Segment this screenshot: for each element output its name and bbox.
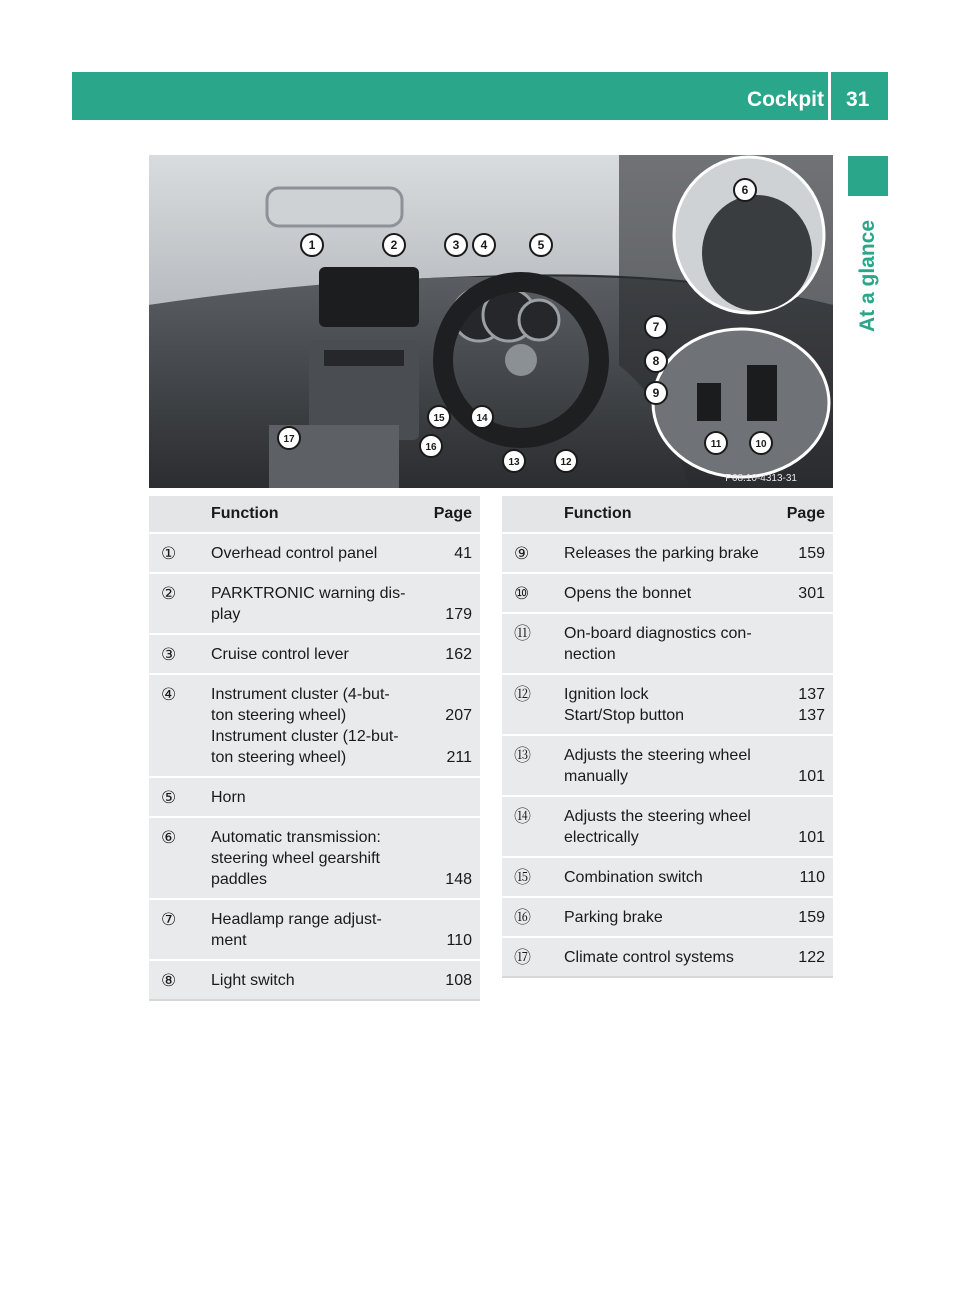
page-column-header: Page bbox=[773, 496, 833, 533]
callout-label: 8 bbox=[652, 354, 660, 368]
page-reference: 110 bbox=[799, 869, 825, 886]
function-cell bbox=[556, 937, 773, 977]
function-text: manually bbox=[564, 768, 629, 785]
table-row bbox=[149, 573, 480, 634]
cockpit-illustration bbox=[149, 155, 833, 488]
function-cell bbox=[203, 573, 420, 634]
callout-number: ⑩ bbox=[502, 573, 556, 613]
function-cell bbox=[203, 960, 420, 1000]
page-reference: 211 bbox=[446, 749, 472, 766]
callout-label: 16 bbox=[425, 442, 437, 453]
page-cell bbox=[420, 899, 480, 960]
callout-number: ④ bbox=[149, 674, 203, 777]
callout-number: ⑮ bbox=[502, 857, 556, 897]
page-cell bbox=[773, 937, 833, 977]
function-table-right bbox=[502, 496, 833, 978]
function-text: Overhead control panel bbox=[211, 545, 378, 562]
callout-label: 9 bbox=[652, 386, 660, 400]
table-row bbox=[149, 817, 480, 899]
table-row bbox=[149, 899, 480, 960]
function-text: Instrument cluster (12-but- bbox=[211, 728, 399, 745]
function-text: Ignition lock bbox=[564, 686, 649, 703]
page-cell bbox=[420, 777, 480, 817]
function-text: Automatic transmission: bbox=[211, 829, 381, 846]
function-text: play bbox=[211, 606, 241, 623]
table-row bbox=[502, 937, 833, 977]
callout-number: ⑰ bbox=[502, 937, 556, 977]
function-text: ment bbox=[211, 932, 247, 949]
callout-label: 1 bbox=[308, 238, 316, 252]
callout-number: ⑨ bbox=[502, 533, 556, 573]
table-row bbox=[149, 960, 480, 1000]
function-cell bbox=[556, 533, 773, 573]
callout-label: 3 bbox=[452, 238, 460, 252]
page-reference: 122 bbox=[798, 949, 825, 966]
page-reference: 207 bbox=[445, 707, 472, 724]
table-row bbox=[502, 897, 833, 937]
callout-label: 4 bbox=[480, 238, 488, 252]
page-cell bbox=[420, 960, 480, 1000]
callout-number: ⑬ bbox=[502, 735, 556, 796]
function-text: Horn bbox=[211, 789, 246, 806]
function-table-left bbox=[149, 496, 480, 1001]
table-row bbox=[502, 533, 833, 573]
function-text: nection bbox=[564, 646, 616, 663]
function-cell bbox=[556, 674, 773, 735]
table-row bbox=[502, 796, 833, 857]
function-cell bbox=[203, 777, 420, 817]
table-row bbox=[502, 613, 833, 674]
page-reference: 159 bbox=[798, 909, 825, 926]
function-text: electrically bbox=[564, 829, 639, 846]
callout-number: ③ bbox=[149, 634, 203, 674]
function-cell bbox=[556, 796, 773, 857]
page-reference: 101 bbox=[798, 829, 825, 846]
page-cell bbox=[773, 735, 833, 796]
page-cell bbox=[773, 533, 833, 573]
callout-number: ⑥ bbox=[149, 817, 203, 899]
function-cell bbox=[203, 674, 420, 777]
function-cell bbox=[203, 634, 420, 674]
function-text: Light switch bbox=[211, 972, 295, 989]
page-cell bbox=[773, 796, 833, 857]
function-text: ton steering wheel) bbox=[211, 749, 347, 766]
function-cell bbox=[203, 533, 420, 573]
function-text: Parking brake bbox=[564, 909, 663, 926]
callout-number: ① bbox=[149, 533, 203, 573]
page-cell bbox=[420, 674, 480, 777]
callout-label: 17 bbox=[283, 434, 295, 445]
page-cell bbox=[773, 857, 833, 897]
function-text: Cruise control lever bbox=[211, 646, 349, 663]
page-reference: 179 bbox=[445, 606, 472, 623]
side-tab-marker bbox=[848, 156, 888, 196]
callout-number: ⑪ bbox=[502, 613, 556, 674]
callout-number: ⑦ bbox=[149, 899, 203, 960]
table-row bbox=[149, 674, 480, 777]
page-reference: 162 bbox=[445, 646, 472, 663]
page-reference: 101 bbox=[798, 768, 825, 785]
table-header-row bbox=[502, 496, 833, 533]
function-cell bbox=[203, 899, 420, 960]
page-reference: 108 bbox=[445, 972, 472, 989]
page-reference: 137 bbox=[798, 707, 825, 724]
page-number: 31 bbox=[846, 88, 870, 111]
function-text: PARKTRONIC warning dis- bbox=[211, 585, 406, 602]
page-cell bbox=[773, 573, 833, 613]
page-cell bbox=[420, 634, 480, 674]
function-column-header: Function bbox=[203, 496, 420, 533]
function-text: Adjusts the steering wheel bbox=[564, 808, 751, 825]
callout-label: 15 bbox=[433, 413, 445, 424]
table-row bbox=[149, 533, 480, 573]
page-reference: 148 bbox=[445, 871, 472, 888]
callout-number: ⑤ bbox=[149, 777, 203, 817]
callout-label: 14 bbox=[476, 413, 488, 424]
side-tab-label: At a glance bbox=[856, 219, 879, 332]
function-cell bbox=[556, 735, 773, 796]
table-row bbox=[502, 735, 833, 796]
function-text: Combination switch bbox=[564, 869, 703, 886]
callout-label: 11 bbox=[710, 439, 722, 450]
function-text: steering wheel gearshift bbox=[211, 850, 380, 867]
callout-label: 12 bbox=[560, 457, 572, 468]
function-text: Instrument cluster (4-but- bbox=[211, 686, 390, 703]
callout-label: 6 bbox=[741, 183, 749, 197]
page-reference: 137 bbox=[798, 686, 825, 703]
function-cell bbox=[203, 817, 420, 899]
callout-number: ⑭ bbox=[502, 796, 556, 857]
page-reference: 110 bbox=[446, 932, 472, 949]
page-reference: 159 bbox=[798, 545, 825, 562]
function-text: Climate control systems bbox=[564, 949, 734, 966]
section-title: Cockpit bbox=[746, 88, 824, 111]
function-text: Opens the bonnet bbox=[564, 585, 692, 602]
number-column-header bbox=[502, 496, 556, 533]
callout-label: 10 bbox=[755, 439, 767, 450]
number-column-header bbox=[149, 496, 203, 533]
image-code: P68.10-4313-31 bbox=[725, 473, 797, 484]
callout-number: ⑧ bbox=[149, 960, 203, 1000]
callout-number: ⑫ bbox=[502, 674, 556, 735]
page-cell bbox=[420, 573, 480, 634]
page-cell bbox=[420, 817, 480, 899]
table-row bbox=[502, 857, 833, 897]
table-row bbox=[149, 777, 480, 817]
page-reference: 41 bbox=[454, 545, 472, 562]
function-column-header: Function bbox=[556, 496, 773, 533]
page-cell bbox=[773, 613, 833, 674]
function-text: ton steering wheel) bbox=[211, 707, 347, 724]
function-text: Adjusts the steering wheel bbox=[564, 747, 751, 764]
callout-number: ⑯ bbox=[502, 897, 556, 937]
callout-label: 2 bbox=[390, 238, 398, 252]
function-text: On-board diagnostics con- bbox=[564, 625, 752, 642]
function-cell bbox=[556, 857, 773, 897]
callout-label: 13 bbox=[508, 457, 520, 468]
callout-label: 5 bbox=[537, 238, 545, 252]
page-cell bbox=[773, 897, 833, 937]
table-row bbox=[502, 674, 833, 735]
page-reference: 301 bbox=[798, 585, 825, 602]
page-cell bbox=[420, 533, 480, 573]
function-text: Headlamp range adjust- bbox=[211, 911, 382, 928]
table-row bbox=[149, 634, 480, 674]
callout-label: 7 bbox=[652, 320, 660, 334]
header-divider bbox=[828, 72, 831, 120]
page-column-header: Page bbox=[420, 496, 480, 533]
function-text: Start/Stop button bbox=[564, 707, 685, 724]
function-text: Releases the parking brake bbox=[564, 545, 759, 562]
function-text: paddles bbox=[211, 871, 268, 888]
cockpit-photo bbox=[149, 155, 833, 488]
callout-number: ② bbox=[149, 573, 203, 634]
table-row bbox=[502, 573, 833, 613]
page-cell bbox=[773, 674, 833, 735]
function-cell bbox=[556, 897, 773, 937]
function-cell bbox=[556, 573, 773, 613]
table-header-row bbox=[149, 496, 480, 533]
function-cell bbox=[556, 613, 773, 674]
